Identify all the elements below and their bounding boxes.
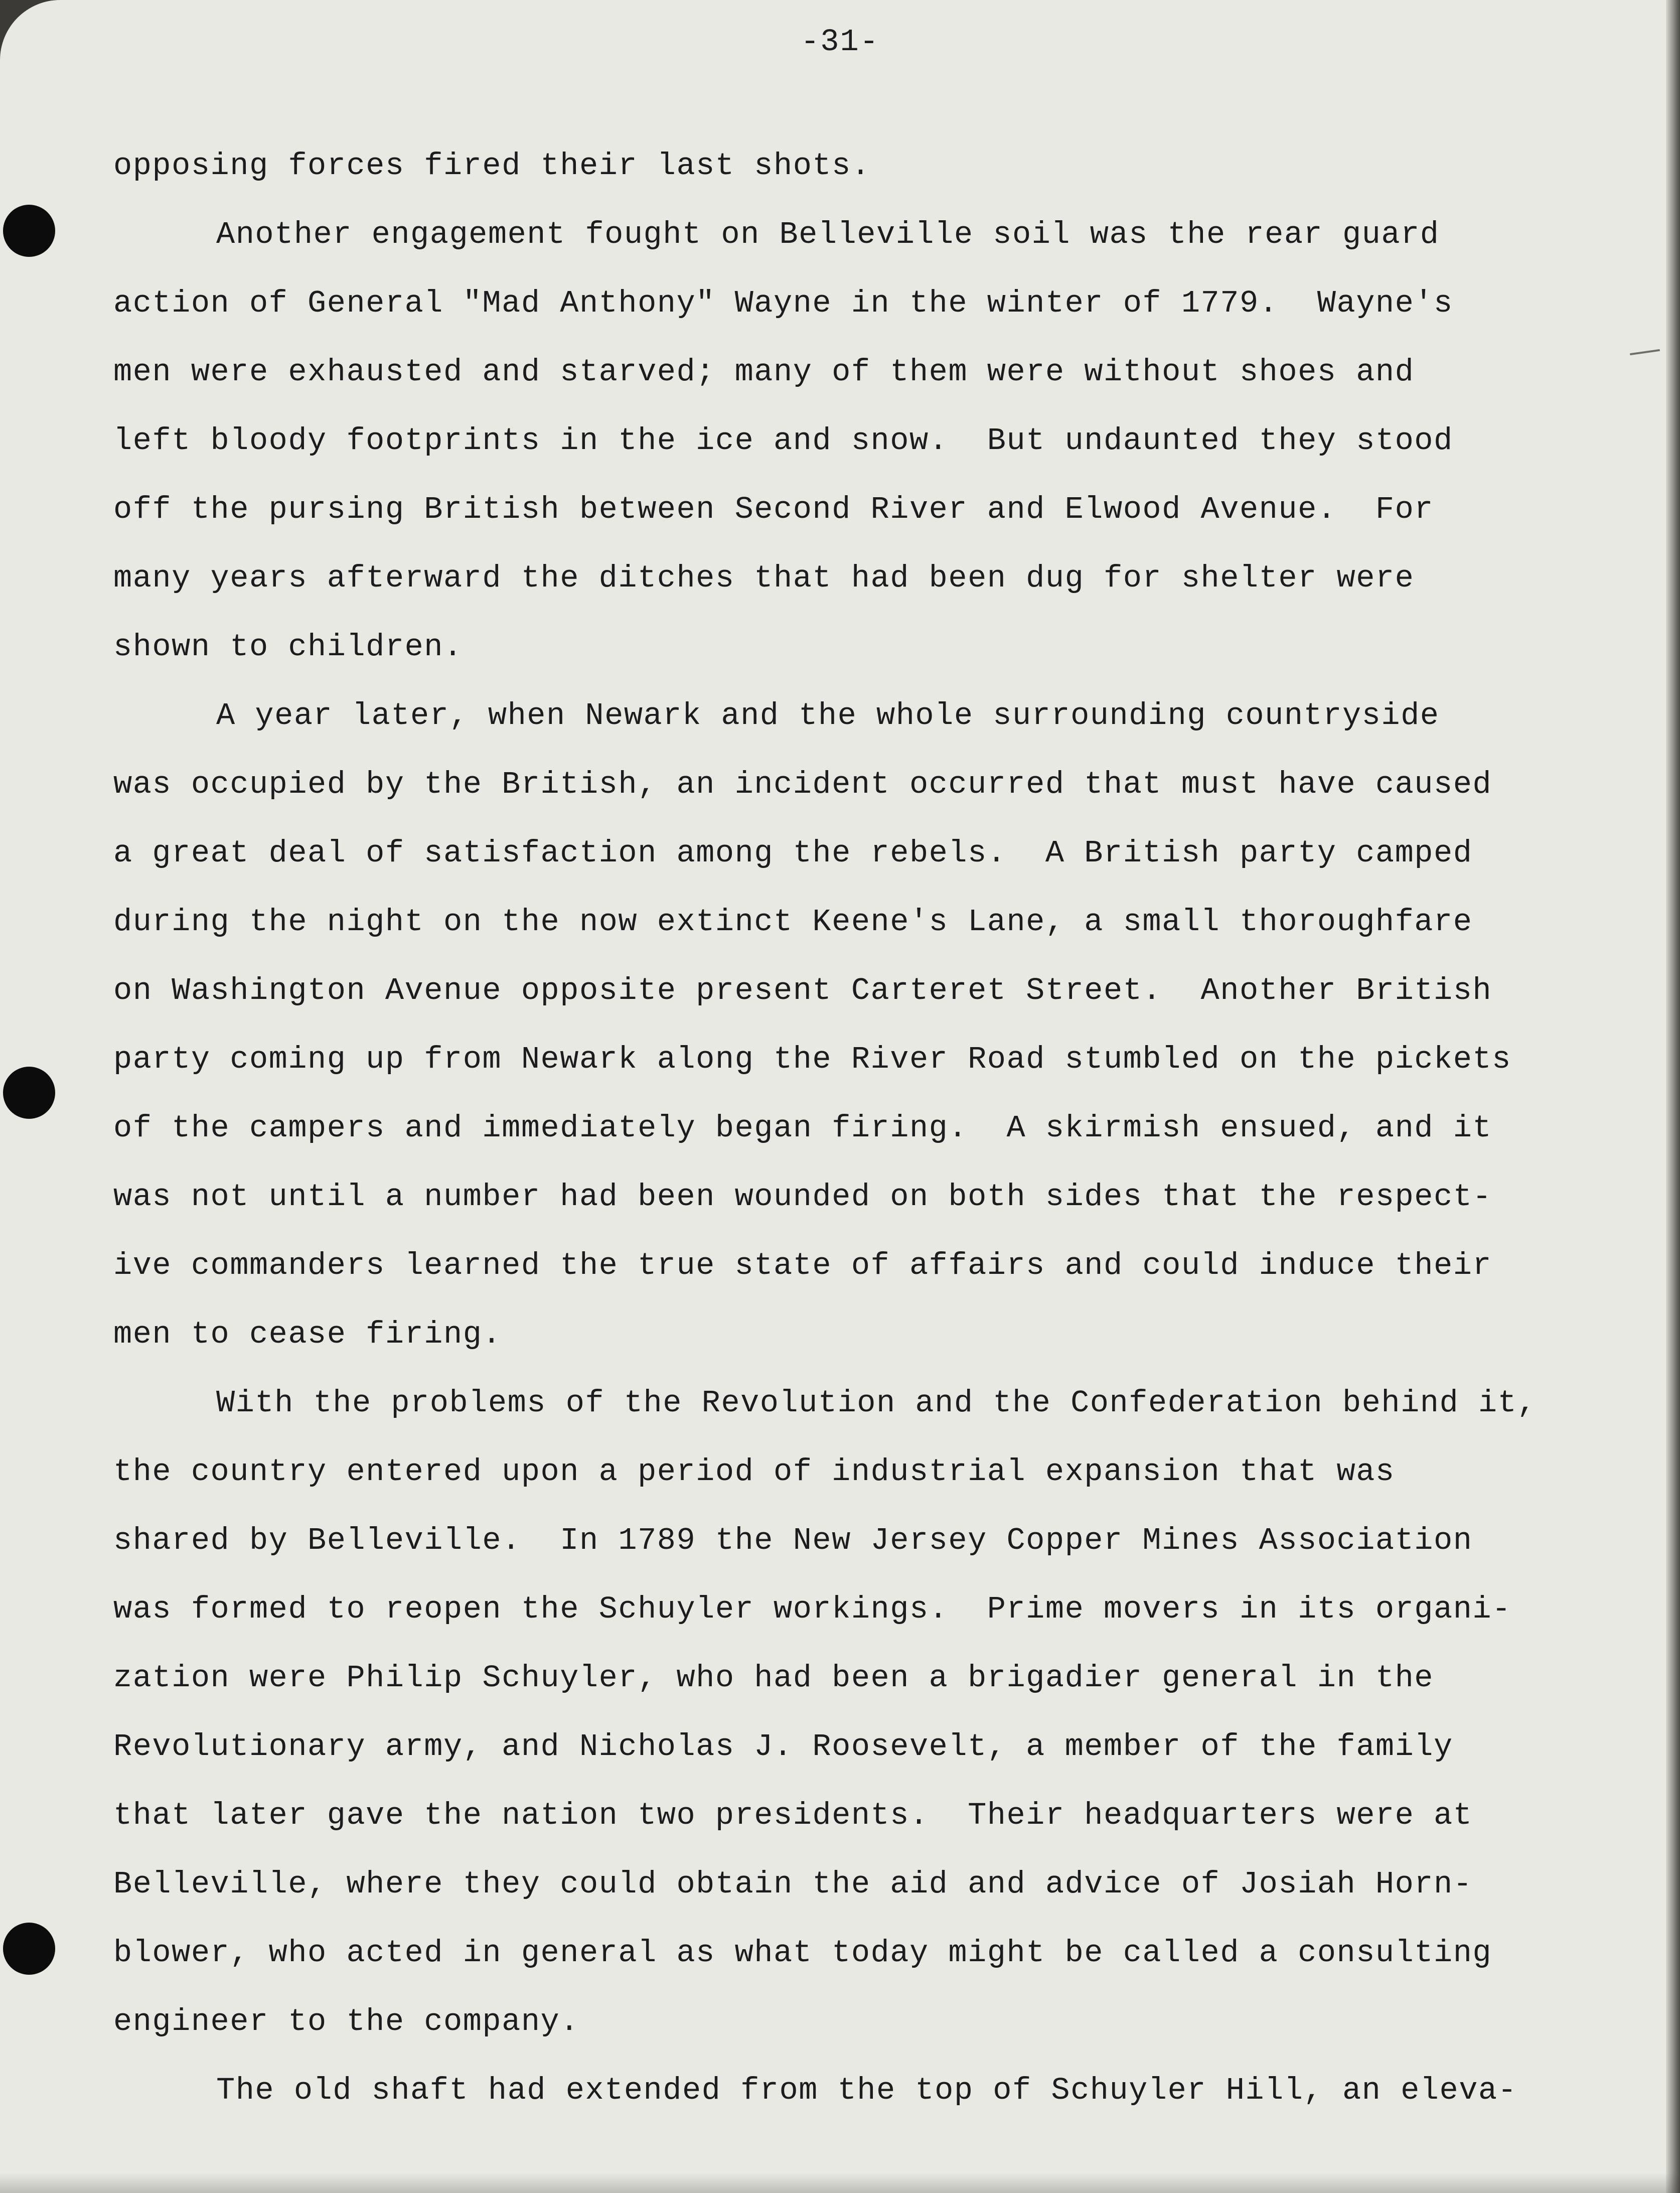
text-line: a great deal of satisfaction among the rebels. A British party camped xyxy=(113,835,1473,871)
text-line: left bloody footprints in the ice and snow. But undaunted they stood xyxy=(113,423,1453,459)
text-line: the country entered upon a period of industrial expansion that was xyxy=(113,1454,1395,1490)
text-line: off the pursing British between Second River and Elwood Avenue. For xyxy=(113,492,1434,527)
text-line: was formed to reopen the Schuyler workings. Prime movers in its organi- xyxy=(113,1591,1511,1627)
text-line: zation were Philip Schuyler, who had been a brigadier general in the xyxy=(113,1660,1434,1696)
text-line: shown to children. xyxy=(113,629,463,665)
binder-hole-bottom xyxy=(3,1923,55,1975)
text-line: shared by Belleville. In 1789 the New Jersey Copper Mines Association xyxy=(113,1523,1473,1558)
binder-hole-top xyxy=(3,205,55,257)
text-line: men to cease firing. xyxy=(113,1317,502,1352)
text-line: of the campers and immediately began firing. A skirmish ensued, and it xyxy=(113,1110,1492,1146)
text-line: blower, who acted in general as what today might be called a consulting xyxy=(113,1935,1492,1971)
text-line: A year later, when Newark and the whole surrounding countryside xyxy=(216,698,1440,734)
page-shadow xyxy=(0,2173,1680,2193)
text-line: men were exhausted and starved; many of them were without shoes and xyxy=(113,354,1415,390)
text-line: party coming up from Newark along the River Road stumbled on the pickets xyxy=(113,1042,1511,1077)
text-line: The old shaft had extended from the top of Schuyler Hill, an eleva- xyxy=(216,2073,1517,2108)
text-line: With the problems of the Revolution and the Confederation behind it, xyxy=(216,1385,1537,1421)
text-line: engineer to the company. xyxy=(113,2004,579,2039)
page-edge xyxy=(1666,0,1680,2193)
text-line: action of General "Mad Anthony" Wayne in the winter of 1779. Wayne's xyxy=(113,285,1453,321)
text-line: Revolutionary army, and Nicholas J. Roosevelt, a member of the family xyxy=(113,1729,1453,1765)
text-line: Belleville, where they could obtain the aid and advice of Josiah Horn- xyxy=(113,1866,1473,1902)
body-text xyxy=(113,131,1628,2125)
text-line: many years afterward the ditches that had been dug for shelter were xyxy=(113,560,1415,596)
binder-hole-middle xyxy=(3,1067,55,1119)
text-line: ive commanders learned the true state of affairs and could induce their xyxy=(113,1248,1492,1283)
text-line: that later gave the nation two presidents. Their headquarters were at xyxy=(113,1798,1473,1833)
margin-mark xyxy=(1630,349,1660,355)
text-line: on Washington Avenue opposite present Carteret Street. Another British xyxy=(113,973,1492,1008)
text-line: was occupied by the British, an incident occurred that must have caused xyxy=(113,767,1492,802)
text-line: was not until a number had been wounded on both sides that the respect- xyxy=(113,1179,1492,1215)
text-line: Another engagement fought on Belleville soil was the rear guard xyxy=(216,217,1440,252)
text-line: during the night on the now extinct Keene's Lane, a small thoroughfare xyxy=(113,904,1473,940)
text-line: opposing forces fired their last shots. xyxy=(113,148,871,184)
page-number: -31- xyxy=(801,24,879,60)
